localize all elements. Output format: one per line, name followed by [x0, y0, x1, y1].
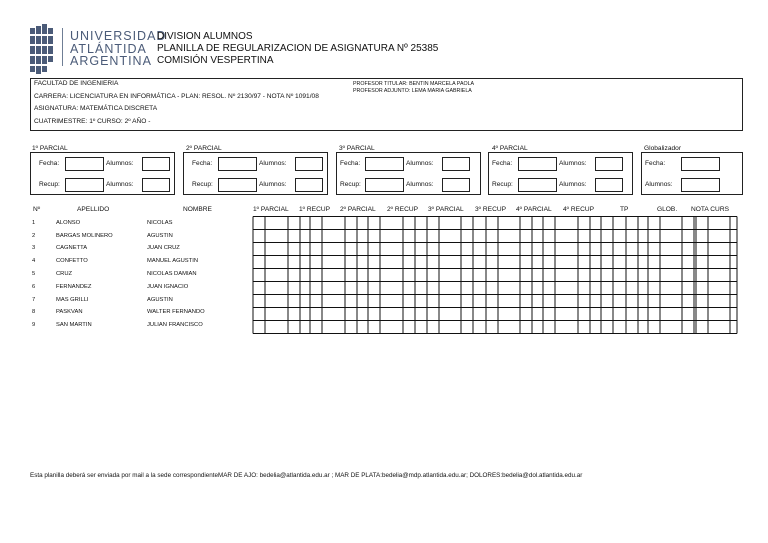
table-row — [32, 271, 247, 283]
row-nombre: JUAN CRUZ — [147, 245, 180, 251]
row-nombre: JULIAN FRANCISCO — [147, 322, 203, 328]
row-num: 2 — [32, 233, 36, 239]
university-logo-icon — [30, 24, 54, 74]
row-nombre: NICOLAS — [147, 220, 173, 226]
glob-fecha-field[interactable] — [681, 157, 720, 171]
row-apellido: CONFETTO — [56, 258, 88, 264]
col-recup-2: 2º RECUP — [387, 206, 418, 213]
parcial-2-recup-alumnos-field[interactable] — [295, 178, 323, 192]
col-recup-4: 4º RECUP — [563, 206, 594, 213]
course-info-box — [30, 78, 743, 131]
parcial-4-box — [488, 152, 633, 195]
parcial-2-alumnos-field[interactable] — [295, 157, 323, 171]
alumnos-label: Alumnos: — [406, 181, 434, 188]
col-nombre: NOMBRE — [183, 206, 212, 213]
row-num: 5 — [32, 271, 36, 277]
alumnos-label: Alumnos: — [259, 160, 287, 167]
fecha-label: Fecha: — [492, 160, 513, 167]
parcial-3-title: 3º PARCIAL — [339, 145, 375, 152]
col-tp: TP — [620, 206, 629, 213]
row-apellido: SAN MARTIN — [56, 322, 92, 328]
alumnos-label: Alumnos: — [106, 160, 134, 167]
logo-line-2: ATLÁNTIDA — [70, 41, 147, 56]
parcial-4-recup-field[interactable] — [518, 178, 557, 192]
alumnos-label: Alumnos: — [645, 181, 673, 188]
parcial-3-recup-field[interactable] — [365, 178, 404, 192]
col-parcial-3: 3º PARCIAL — [428, 206, 464, 213]
row-apellido: CRUZ — [56, 271, 73, 277]
alumnos-label: Alumnos: — [259, 181, 287, 188]
recup-label: Recup: — [192, 181, 213, 188]
header-line-3: COMISIÓN VESPERTINA — [157, 55, 274, 66]
header-line-1: DIVISION ALUMNOS — [157, 31, 253, 42]
row-num: 6 — [32, 284, 36, 290]
row-nombre: AGUSTIN — [147, 233, 173, 239]
row-apellido: CAGNETTA — [56, 245, 88, 251]
parcial-3-recup-alumnos-field[interactable] — [442, 178, 470, 192]
row-num: 8 — [32, 309, 36, 315]
parcial-2-recup-field[interactable] — [218, 178, 257, 192]
logo-wordmark — [70, 30, 166, 68]
row-apellido: MAS GRILLI — [56, 297, 89, 303]
alumnos-label: Alumnos: — [106, 181, 134, 188]
globalizador-title: Globalizador — [644, 145, 682, 152]
cuatrimestre: CUATRIMESTRE: 1º CURSO: 2º AÑO - — [34, 118, 151, 125]
parcial-2-fecha-field[interactable] — [218, 157, 257, 171]
parcial-3-fecha-field[interactable] — [365, 157, 404, 171]
table-row — [32, 258, 247, 270]
parcial-4-alumnos-field[interactable] — [595, 157, 623, 171]
glob-alumnos-field[interactable] — [681, 178, 720, 192]
row-num: 7 — [32, 297, 36, 303]
col-recup-1: 1º RECUP — [299, 206, 330, 213]
parcial-4-recup-alumnos-field[interactable] — [595, 178, 623, 192]
parcial-3-alumnos-field[interactable] — [442, 157, 470, 171]
parcial-1-recup-field[interactable] — [65, 178, 104, 192]
fecha-label: Fecha: — [645, 160, 666, 167]
recup-label: Recup: — [39, 181, 60, 188]
facultad: FACULTAD DE INGENIERIA — [34, 80, 119, 87]
col-apellido: APELLIDO — [77, 206, 110, 213]
parcial-1-recup-alumnos-field[interactable] — [142, 178, 170, 192]
parcial-1-alumnos-field[interactable] — [142, 157, 170, 171]
row-apellido: FERNANDEZ — [56, 284, 92, 290]
row-nombre: WALTER FERNANDO — [147, 309, 205, 315]
table-row — [32, 220, 247, 232]
row-num: 1 — [32, 220, 36, 226]
col-parcial-2: 2º PARCIAL — [340, 206, 376, 213]
table-row — [32, 309, 247, 321]
alumnos-label: Alumnos: — [559, 181, 587, 188]
profesor-adjunto: PROFESOR ADJUNTO: LEMA MARIA GABRIELA — [353, 88, 472, 94]
table-row — [32, 284, 247, 296]
parcial-4-title: 4º PARCIAL — [492, 145, 528, 152]
logo-line-3: ARGENTINA — [70, 54, 152, 68]
row-nombre: AGUSTIN — [147, 297, 173, 303]
header-line-2: PLANILLA DE REGULARIZACION DE ASIGNATURA Nº 25385 — [157, 43, 439, 54]
footer-note: Esta planilla deberá ser enviada por mail a la sede correspondienteMAR DE AJO: bedelia@atlantida.edu.ar ; MAR DE PLATA:bedelia@mdp.atlantida.edu.ar; DOLORES:bedelia@dol.atlantida.edu.ar — [30, 472, 583, 479]
parcial-2-box — [183, 152, 328, 195]
col-recup-3: 3º RECUP — [475, 206, 506, 213]
table-row — [32, 322, 247, 334]
row-apellido: ALONSO — [56, 220, 81, 226]
profesor-titular: PROFESOR TITULAR: BENTIN MARCELA PAOLA — [353, 81, 475, 87]
row-num: 3 — [32, 245, 36, 251]
table-row — [32, 245, 247, 257]
parcial-1-fecha-field[interactable] — [65, 157, 104, 171]
document-header — [157, 31, 438, 67]
alumnos-label: Alumnos: — [406, 160, 434, 167]
parcial-1-box — [30, 152, 175, 195]
fecha-label: Fecha: — [39, 160, 60, 167]
col-parcial-4: 4º PARCIAL — [516, 206, 552, 213]
row-apellido: BARGAS MOLINERO — [56, 233, 113, 239]
parcial-1-title: 1º PARCIAL — [32, 145, 68, 152]
row-nombre: MANUEL AGUSTIN — [147, 258, 198, 264]
col-parcial-1: 1º PARCIAL — [253, 206, 289, 213]
row-nombre: JUAN IGNACIO — [147, 284, 189, 290]
col-nota-curs: NOTA CURS — [691, 206, 729, 213]
parcial-4-fecha-field[interactable] — [518, 157, 557, 171]
recup-label: Recup: — [492, 181, 513, 188]
recup-label: Recup: — [340, 181, 361, 188]
row-nombre: NICOLAS DAMIAN — [147, 271, 197, 277]
parcial-2-title: 2º PARCIAL — [186, 145, 222, 152]
asignatura: ASIGNATURA: MATEMÁTICA DISCRETA — [34, 105, 158, 112]
carrera: CARRERA: LICENCIATURA EN INFORMÁTICA - PLAN: RESOL. Nº 2130/97 - NOTA Nº 1091/08 — [34, 93, 319, 100]
row-num: 9 — [32, 322, 36, 328]
row-apellido: PASKVAN — [56, 309, 83, 315]
fecha-label: Fecha: — [340, 160, 361, 167]
logo-line-1: UNIVERSIDAD — [70, 29, 167, 43]
col-num: Nº — [33, 206, 41, 213]
logo-divider — [62, 28, 63, 66]
parcial-3-box — [336, 152, 481, 195]
fecha-label: Fecha: — [192, 160, 213, 167]
globalizador-box — [641, 152, 743, 195]
row-num: 4 — [32, 258, 36, 264]
grades-grid[interactable] — [252, 216, 738, 334]
table-row — [32, 233, 247, 245]
col-glob: GLOB. — [657, 206, 678, 213]
alumnos-label: Alumnos: — [559, 160, 587, 167]
table-row — [32, 297, 247, 309]
